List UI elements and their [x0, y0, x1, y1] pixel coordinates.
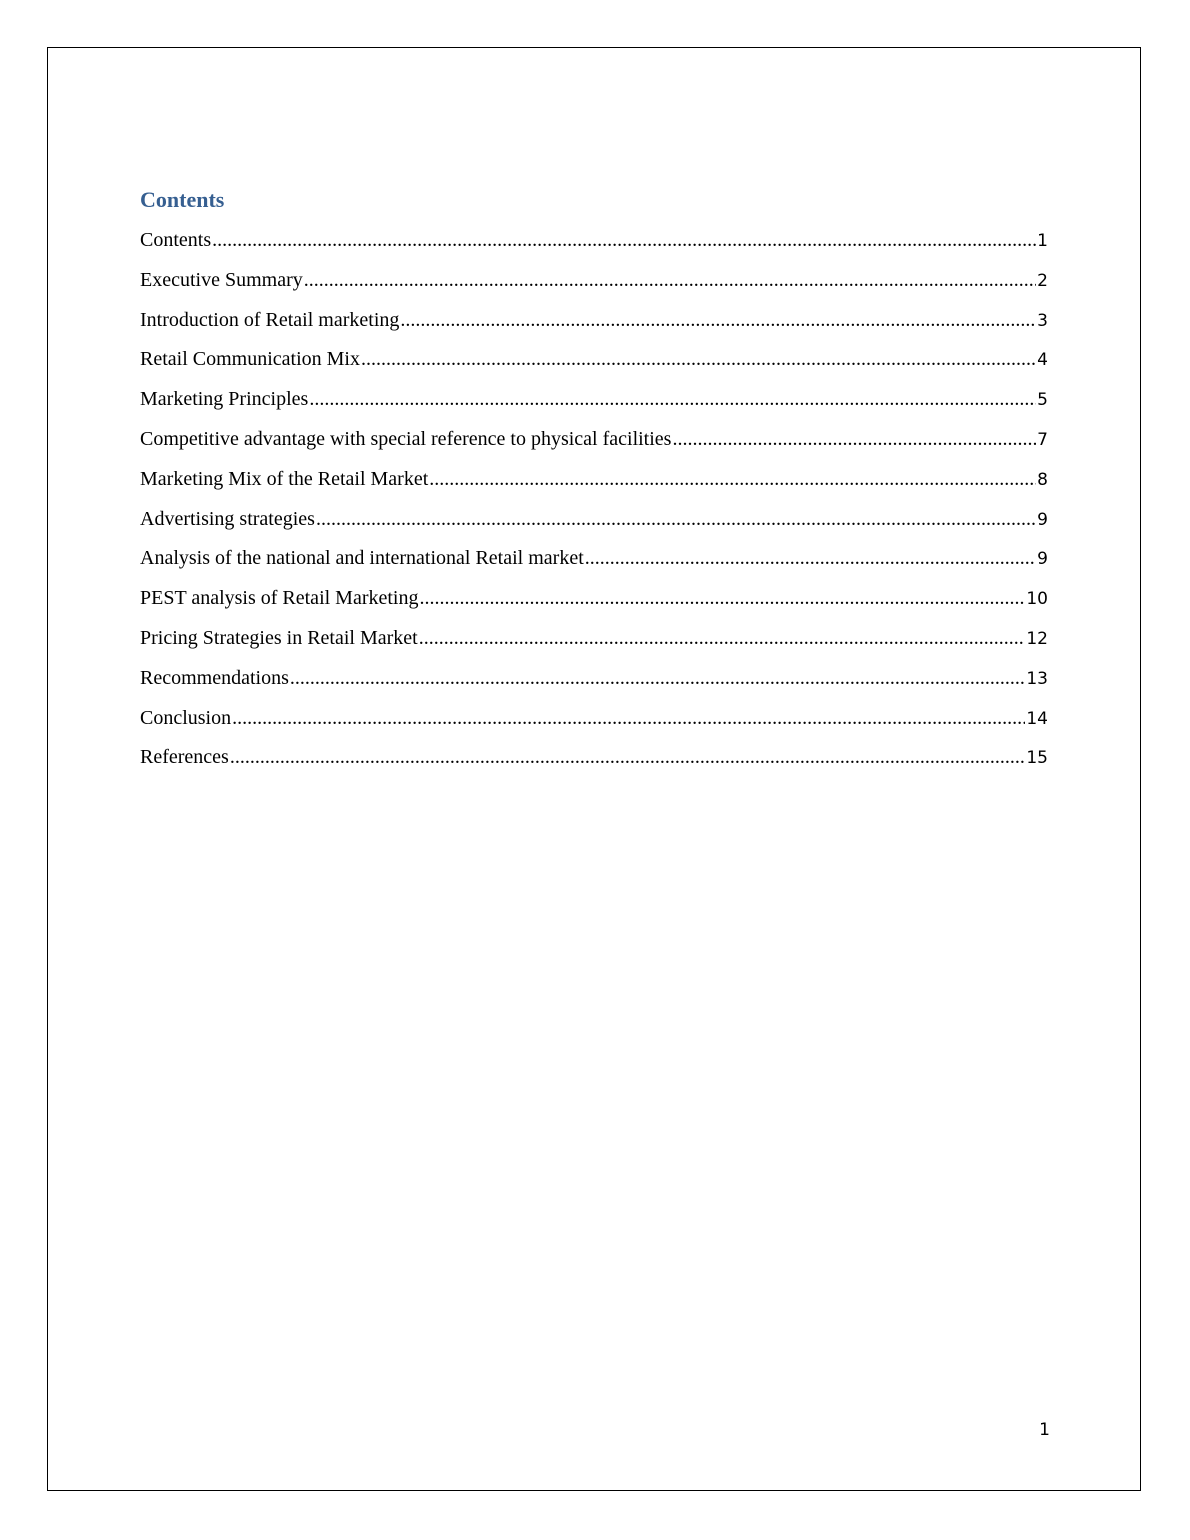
toc-entry-page: 7: [1037, 429, 1048, 450]
toc-leader-dots: [316, 505, 1036, 533]
toc-entry-title: Contents: [140, 229, 212, 251]
toc-entry-page: 2: [1037, 270, 1048, 291]
toc-list: [140, 226, 1048, 783]
toc-leader-dots: [304, 266, 1036, 294]
toc-entry-title: Executive Summary: [140, 268, 303, 291]
toc-leader-dots: [419, 624, 1026, 652]
toc-entry-title: Competitive advantage with special reference to physical facilities: [140, 427, 672, 450]
toc-entry-page: 4: [1037, 350, 1048, 371]
toc-entry[interactable]: [140, 226, 1048, 266]
toc-entry[interactable]: [140, 743, 1048, 783]
toc-leader-dots: [400, 306, 1036, 334]
toc-leader-dots: [585, 544, 1036, 572]
toc-entry[interactable]: [140, 505, 1048, 545]
toc-leader-dots: [230, 743, 1026, 771]
toc-entry-title: Retail Communication Mix: [140, 348, 360, 371]
toc-entry-page: 13: [1026, 668, 1048, 689]
toc-entry-page: 5: [1037, 390, 1048, 411]
toc-entry[interactable]: [140, 664, 1048, 704]
toc-entry-page: 3: [1037, 310, 1048, 331]
toc-entry-title: Marketing Principles: [140, 388, 309, 411]
toc-heading: Contents: [140, 187, 225, 212]
toc-leader-dots: [420, 584, 1026, 612]
toc-entry-title: Analysis of the national and international Retail market: [140, 547, 584, 570]
toc-entry-page: 8: [1037, 469, 1048, 490]
toc-leader-dots: [309, 385, 1036, 413]
toc-leader-dots: [290, 664, 1026, 692]
toc-entry-page: 14: [1026, 708, 1048, 729]
toc-entry-title: Recommendations: [140, 666, 289, 689]
toc-entry[interactable]: [140, 465, 1048, 505]
toc-entry-title: PEST analysis of Retail Marketing: [140, 587, 419, 610]
toc-entry[interactable]: [140, 425, 1048, 465]
toc-entry-title: Advertising strategies: [140, 507, 315, 530]
toc-entry-page: 12: [1026, 628, 1048, 649]
toc-entry-title: References: [140, 746, 229, 769]
toc-entry[interactable]: [140, 306, 1048, 346]
toc-entry-title: Marketing Mix of the Retail Market: [140, 467, 429, 490]
toc-leader-dots: [361, 345, 1036, 373]
toc-entry[interactable]: [140, 385, 1048, 425]
toc-entry-page: 10: [1026, 589, 1048, 610]
toc-entry[interactable]: [140, 584, 1048, 624]
toc-leader-dots: [672, 425, 1036, 453]
toc-leader-dots: [429, 465, 1036, 493]
toc-entry-page: 1: [1037, 231, 1048, 251]
toc-entry-title: Introduction of Retail marketing: [140, 308, 400, 331]
toc-leader-dots: [212, 226, 1036, 254]
toc-entry-title: Conclusion: [140, 706, 232, 729]
toc-entry-page: 9: [1037, 509, 1048, 530]
toc-entry[interactable]: [140, 624, 1048, 664]
toc-entry[interactable]: [140, 544, 1048, 584]
toc-entry-page: 9: [1037, 549, 1048, 570]
toc-entry[interactable]: [140, 266, 1048, 306]
toc-entry-title: Pricing Strategies in Retail Market: [140, 626, 418, 649]
toc-entry[interactable]: [140, 704, 1048, 744]
page-number: 1: [1039, 1420, 1050, 1440]
toc-entry-page: 15: [1026, 748, 1048, 769]
toc-leader-dots: [232, 704, 1025, 732]
toc-entry[interactable]: [140, 345, 1048, 385]
